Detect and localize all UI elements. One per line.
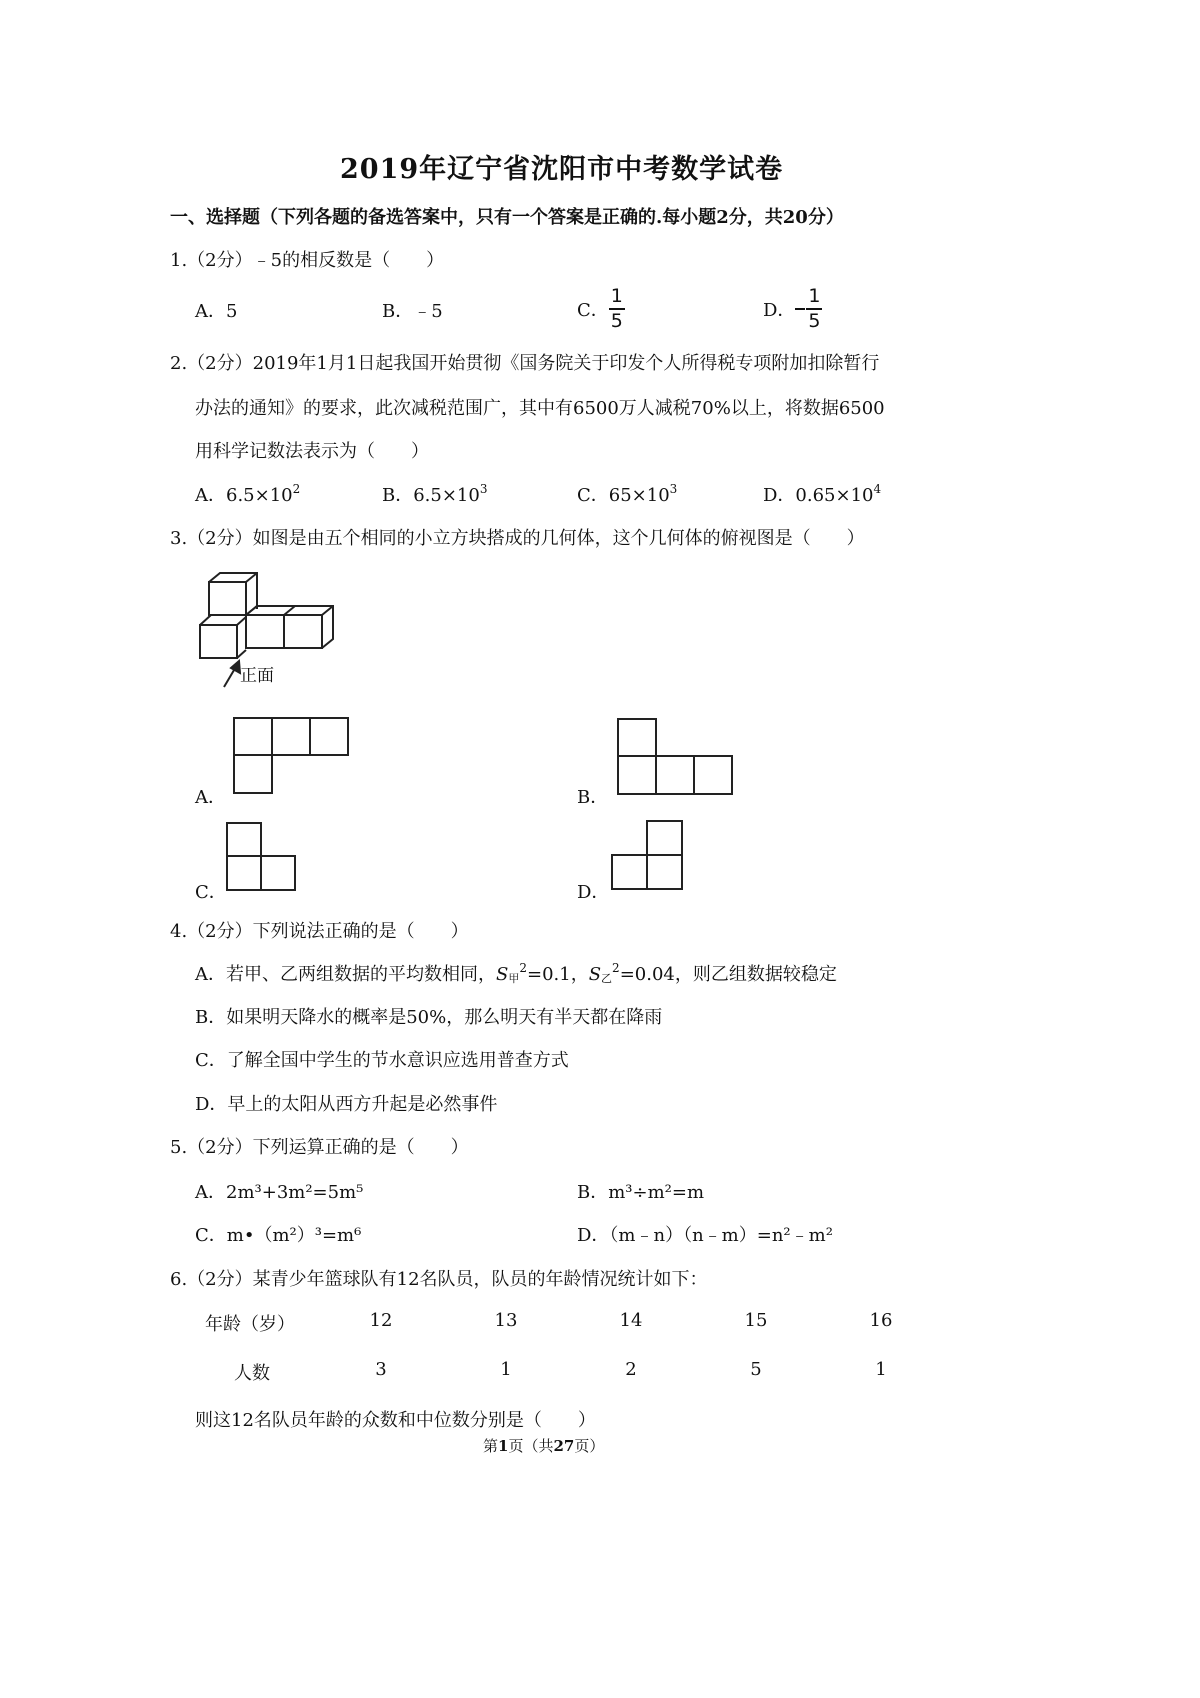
table-cell: 2	[625, 1359, 637, 1380]
section-heading: 一、选择题（下列各题的备选答案中，只有一个答案是正确的.每小题2分，共20分）	[170, 207, 844, 228]
q1-d-denominator: 5	[808, 310, 821, 332]
q6-stem: 6.（2分）某青少年篮球队有12名队员，队员的年龄情况统计如下：	[170, 1269, 708, 1290]
page-title: 2019年辽宁省沈阳市中考数学试卷	[340, 154, 784, 185]
footer-mid: 页（共	[508, 1437, 554, 1455]
footer-page-number: 1	[498, 1437, 509, 1455]
q3-option-b: B．	[577, 787, 609, 808]
q1-option-a: A．5	[195, 301, 238, 322]
q1-option-d-fraction	[806, 286, 822, 332]
q1-option-c-fraction	[609, 286, 625, 332]
q4-a-s1: S	[496, 964, 509, 985]
minus-sign	[795, 308, 805, 310]
q1-c-numerator: 1	[610, 285, 623, 307]
q4-a-sub2: 乙	[601, 972, 613, 985]
q2-b-base: B．6.5×10	[382, 485, 480, 506]
q5-option-b: B．m³÷m²=m	[577, 1182, 705, 1203]
q2-d-base: D．0.65×10	[763, 485, 874, 506]
q3-option-c-figure	[226, 822, 298, 892]
table-cell: 15	[744, 1310, 768, 1331]
q1-d-numerator: 1	[808, 285, 821, 307]
table-cell: 12	[369, 1310, 393, 1331]
q3-stem: 3.（2分）如图是由五个相同的小立方块搭成的几何体，这个几何体的俯视图是（ ）	[170, 528, 865, 549]
q4-a-val2: =0.04，则乙组数据较稳定	[619, 964, 837, 985]
q1-c-denominator: 5	[610, 310, 623, 332]
q1-option-b: B．﹣5	[382, 301, 443, 322]
footer-total-pages: 27	[553, 1437, 575, 1455]
q4-option-d: D．早上的太阳从西方升起是必然事件	[195, 1094, 498, 1115]
q4-a-s2: S	[588, 964, 602, 985]
table-cell: 14	[619, 1310, 643, 1331]
q3-option-a: A．	[195, 787, 226, 808]
footer-pre: 第	[483, 1437, 499, 1455]
q2-c-exp: 3	[669, 482, 678, 496]
table-cell: 1	[875, 1359, 887, 1380]
footer-post: 页）	[574, 1437, 605, 1455]
q4-a-exp1: 2	[519, 961, 527, 975]
table-cell: 16	[869, 1310, 893, 1331]
page-footer	[483, 1435, 604, 1456]
q2-option-c	[577, 481, 677, 507]
q2-line1: 2.（2分）2019年1月1日起我国开始贯彻《国务院关于印发个人所得税专项附加扣除暂行	[170, 353, 880, 374]
q2-option-a	[195, 481, 300, 507]
q4-stem: 4.（2分）下列说法正确的是（ ）	[170, 921, 469, 942]
q5-stem: 5.（2分）下列运算正确的是（ ）	[170, 1137, 469, 1158]
q2-line2: 办法的通知》的要求，此次减税范围广，其中有6500万人减税70%以上，将数据6500	[195, 398, 885, 419]
front-label: 正面	[240, 666, 274, 686]
q1-stem: 1.（2分）﹣5的相反数是（ ）	[170, 250, 445, 271]
q2-b-exp: 3	[479, 482, 488, 496]
table-cell: 1	[500, 1359, 512, 1380]
q4-a-sub1: 甲	[508, 972, 520, 985]
table-cell: 3	[375, 1359, 387, 1380]
q2-option-b	[382, 481, 487, 507]
q1-option-d-label: D．	[763, 300, 796, 321]
table-row1-header: 年龄（岁）	[205, 1314, 295, 1335]
q2-c-base: C．65×10	[577, 485, 670, 506]
q4-option-a	[195, 960, 837, 986]
q3-option-d-figure	[611, 820, 685, 892]
q2-d-exp: 4	[873, 482, 882, 496]
q1-option-c	[577, 286, 625, 332]
q3-option-d: D．	[577, 882, 610, 903]
q2-option-d	[763, 481, 881, 507]
q5-option-d: D．（m﹣n）（n﹣m）=n²﹣m²	[577, 1225, 833, 1246]
q4-a-prefix: A．若甲、乙两组数据的平均数相同，	[195, 964, 496, 985]
q1-option-c-label: C．	[577, 300, 609, 321]
q1-option-d	[763, 286, 822, 332]
q3-option-c: C．	[195, 882, 227, 903]
table-cell: 5	[750, 1359, 762, 1380]
q4-a-val1: =0.1，	[526, 964, 589, 985]
q5-option-c: C．m•（m²）³=m⁶	[195, 1225, 362, 1246]
table-cell: 13	[494, 1310, 518, 1331]
q5-option-a: A．2m³+3m²=5m⁵	[195, 1182, 364, 1203]
q2-a-base: A．6.5×10	[195, 485, 293, 506]
q2-line3: 用科学记数法表示为（ ）	[195, 441, 429, 462]
q2-a-exp: 2	[292, 482, 301, 496]
q3-option-a-figure	[233, 717, 353, 797]
q4-option-c: C．了解全国中学生的节水意识应选用普查方式	[195, 1050, 569, 1071]
table-row2-header: 人数	[234, 1363, 270, 1384]
q4-a-exp2: 2	[612, 961, 620, 975]
q4-option-b: B．如果明天降水的概率是50%，那么明天有半天都在降雨	[195, 1007, 663, 1028]
q3-option-b-figure	[617, 718, 737, 796]
q6-tail: 则这12名队员年龄的众数和中位数分别是（ ）	[195, 1410, 596, 1431]
